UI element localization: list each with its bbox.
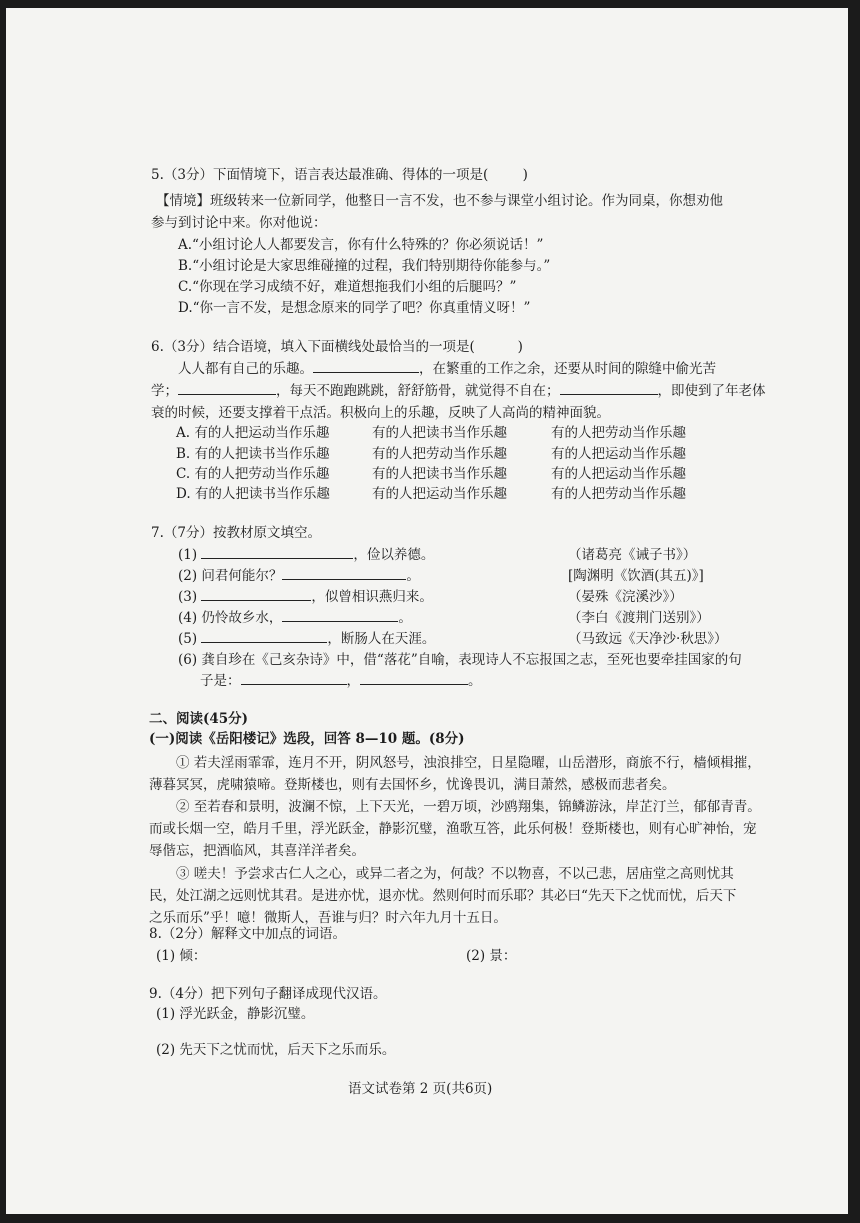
passage-line: ③ 嗟夫！予尝求古仁人之心，或异二者之为，何哉？不以物喜，不以己悲，居庙堂之高则忧其: [176, 866, 734, 882]
passage-line: ① 若夫淫雨霏霏，连月不开，阴风怒号，浊浪排空，日星隐曜，山岳潜形，商旅不行，樯倾楫摧，: [176, 755, 761, 771]
q8-item-1: (1) 倾：: [156, 948, 207, 964]
item-text: ，断肠人在天涯。: [327, 631, 436, 647]
passage-line: 薄暮冥冥，虎啸猿啼。登斯楼也，则有去国怀乡，忧谗畏讥，满目萧然，感极而悲者矣。: [149, 777, 676, 793]
q5-context-line1: 【情境】班级转来一位新同学，他整日一言不发，也不参与课堂小组讨论。作为同桌，你想劝他: [156, 193, 723, 209]
q7-item-5: [178, 630, 435, 648]
q7-item-1: [178, 546, 434, 564]
q5-stem: 5.（3分）下面情境下，语言表达最准确、得体的一项是( ): [151, 167, 528, 183]
passage-line: 之乐而乐”乎！噫！微斯人，吾谁与归？时六年九月十五日。: [149, 910, 507, 926]
q8-item-2: (2) 景：: [466, 948, 517, 964]
passage-line: 民，处江湖之远则忧其君。是进亦忧，退亦忧。然则何时而乐耶？其必曰“先天下之忧而忧，后天下: [149, 888, 737, 904]
q5-option-a: A.“小组讨论人人都要发言，你有什么特殊的？你必须说话！”: [178, 237, 544, 253]
answer-blank[interactable]: [201, 630, 327, 643]
q6-text: 学；: [151, 383, 178, 399]
q9-item-2: (2) 先天下之忧而忧，后天下之乐而乐。: [156, 1042, 396, 1058]
answer-blank[interactable]: [201, 546, 353, 559]
q6-option-a-2: 有的人把读书当作乐趣: [372, 425, 507, 441]
q7-stem: 7.（7分）按教材原文填空。: [151, 525, 321, 541]
q6-text: 人人都有自己的乐趣。: [178, 361, 313, 377]
q7-item-6: (6) 龚自珍在《己亥杂诗》中，借“落花”自喻，表现诗人不忘报国之志，至死也要牵挂国家的句: [178, 652, 742, 668]
q6-option-d-1: D. 有的人把读书当作乐趣: [176, 486, 330, 502]
q7-source-3: （晏殊《浣溪沙》）: [568, 589, 683, 605]
page-footer: 语文试卷第 2 页(共6页): [348, 1081, 493, 1097]
q7-item-2: [178, 567, 420, 585]
q5-option-b: B.“小组讨论是大家思维碰撞的过程，我们特别期待你能参与。”: [178, 258, 551, 274]
passage-line: ② 至若春和景明，波澜不惊，上下天光，一碧万顷，沙鸥翔集，锦鳞游泳，岸芷汀兰，郁郁青青。: [176, 799, 761, 815]
q7-source-1: （诸葛亮《诫子书》）: [568, 547, 697, 563]
q9-stem: 9.（4分）把下列句子翻译成现代汉语。: [149, 986, 387, 1002]
answer-blank[interactable]: [282, 609, 398, 622]
item-text: 仍怜故乡水，: [201, 610, 283, 626]
exam-page: [6, 8, 848, 1214]
item-text: 子是：: [200, 673, 241, 689]
passage-line: 而或长烟一空，皓月千里，浮光跃金，静影沉璧，渔歌互答，此乐何极！登斯楼也，则有心旷神怡，宠: [149, 821, 757, 837]
answer-blank[interactable]: [282, 567, 406, 580]
item-number: (1): [178, 547, 198, 563]
q6-passage-line2: [151, 382, 766, 400]
q7-item-3: [178, 588, 433, 606]
q8-stem: 8.（2分）解释文中加点的词语。: [149, 926, 346, 942]
item-number: (5): [178, 631, 198, 647]
q6-option-c-1: C. 有的人把劳动当作乐趣: [176, 466, 330, 482]
answer-blank[interactable]: [560, 382, 658, 395]
item-number: (3): [178, 589, 198, 605]
q6-option-c-2: 有的人把读书当作乐趣: [372, 466, 507, 482]
q6-text: ，在繁重的工作之余，还要从时间的隙缝中偷光苦: [419, 361, 716, 377]
q6-option-b-1: B. 有的人把读书当作乐趣: [176, 446, 330, 462]
q5-option-d: D.“你一言不发，是想念原来的同学了吧？你真重情义呀！”: [178, 300, 531, 316]
q6-option-a-3: 有的人把劳动当作乐趣: [551, 425, 686, 441]
q6-text: ，每天不跑跑跳跳，舒舒筋骨，就觉得不自在；: [276, 383, 560, 399]
item-text: ，俭以养德。: [353, 547, 435, 563]
item-text: 问君何能尔？: [201, 568, 283, 584]
q7-source-2: [陶渊明《饮酒(其五)》]: [568, 568, 704, 584]
item-text: ，似曾相识燕归来。: [311, 589, 433, 605]
item-number: (2): [178, 568, 198, 584]
passage-line: 辱偕忘，把酒临风，其喜洋洋者矣。: [149, 843, 365, 859]
answer-blank[interactable]: [178, 382, 276, 395]
item-number: (4): [178, 610, 198, 626]
item-text: 。: [406, 568, 420, 584]
q6-text: ，即使到了年老体: [657, 383, 766, 399]
q6-option-a-1: A. 有的人把运动当作乐趣: [176, 425, 330, 441]
q6-stem: 6.（3分）结合语境，填入下面横线处最恰当的一项是( ): [151, 339, 523, 355]
item-text: 。: [398, 610, 412, 626]
q6-option-d-2: 有的人把运动当作乐趣: [372, 486, 507, 502]
answer-blank[interactable]: [201, 588, 311, 601]
answer-blank[interactable]: [241, 672, 347, 685]
reading-1-heading: (一)阅读《岳阳楼记》选段，回答 8—10 题。(8分): [149, 731, 465, 747]
q7-item-6-answer: [200, 672, 482, 690]
q7-source-5: （马致远《天净沙·秋思》）: [568, 631, 728, 647]
q6-option-d-3: 有的人把劳动当作乐趣: [551, 486, 686, 502]
q6-passage-line1: [178, 360, 716, 378]
q6-passage-line3: 衰的时候，还要支撑着干点活。积极向上的乐趣，反映了人高尚的精神面貌。: [151, 405, 610, 421]
q6-option-b-3: 有的人把运动当作乐趣: [551, 446, 686, 462]
q5-option-c: C.“你现在学习成绩不好，难道想拖我们小组的后腿吗？”: [178, 279, 517, 295]
item-text: ，: [346, 673, 360, 689]
q9-item-1: (1) 浮光跃金，静影沉璧。: [156, 1006, 315, 1022]
answer-blank[interactable]: [313, 360, 419, 373]
q6-option-b-2: 有的人把劳动当作乐趣: [372, 446, 507, 462]
section-heading-reading: 二、阅读(45分): [149, 711, 249, 727]
q7-item-4: [178, 609, 412, 627]
item-text: 。: [468, 673, 482, 689]
q6-option-c-3: 有的人把运动当作乐趣: [551, 466, 686, 482]
q7-source-4: （李白《渡荆门送别》）: [568, 610, 710, 626]
answer-blank[interactable]: [360, 672, 468, 685]
q5-context-line2: 参与到讨论中来。你对他说：: [151, 215, 327, 231]
